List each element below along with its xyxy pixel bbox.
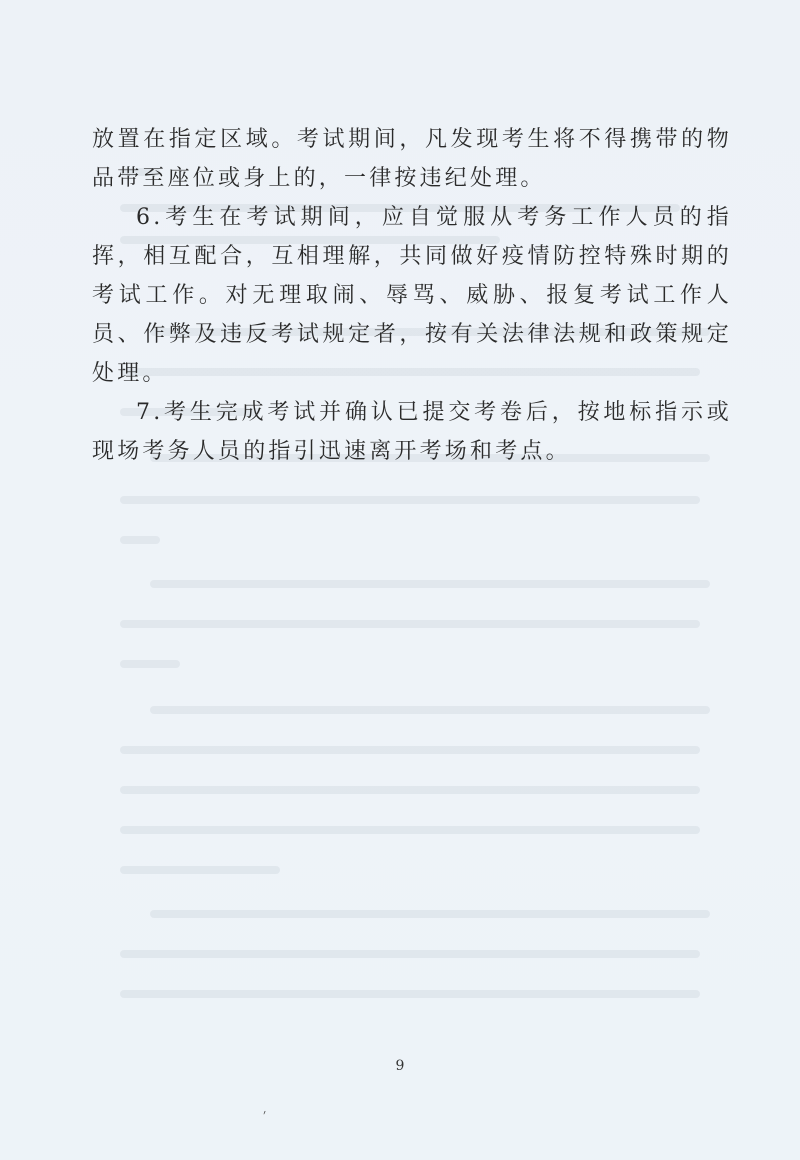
paragraph-item-7: 7.考生完成考试并确认已提交考卷后，按地标指示或现场考务人员的指引迅速离开考场和考点。 bbox=[92, 400, 732, 464]
page-number: 9 bbox=[395, 1058, 405, 1074]
pen-mark: ˊ bbox=[259, 1109, 272, 1128]
paragraph-continued: 放置在指定区域。考试期间，凡发现考生将不得携带的物品带至座位或身上的，一律按违纪处理。 bbox=[92, 127, 732, 191]
paragraph-item-6: 6.考生在考试期间，应自觉服从考务工作人员的指挥，相互配合，互相理解，共同做好疫情防控特殊时期的考试工作。对无理取闹、辱骂、威胁、报复考试工作人员、作弊及违反考试规定者，按有关法律法规和政策规定处理。 bbox=[92, 205, 732, 386]
document-body bbox=[92, 120, 732, 471]
